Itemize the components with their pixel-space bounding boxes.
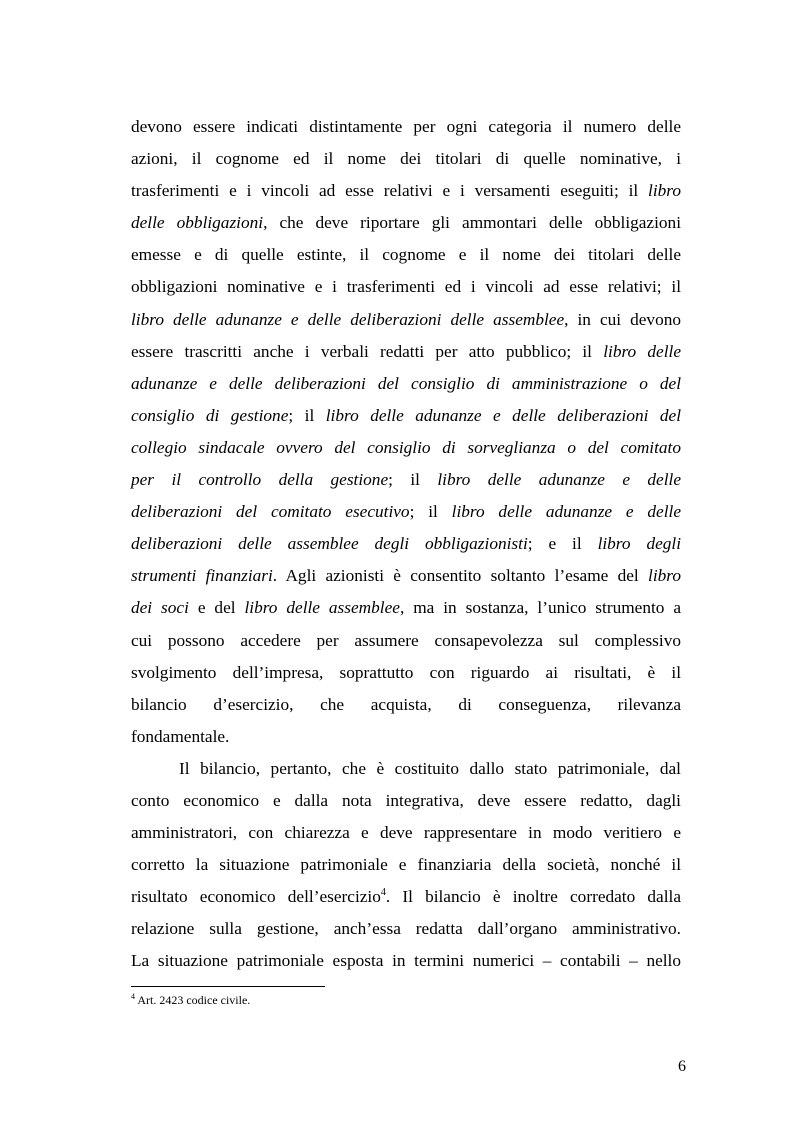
text-run: ; e il — [527, 534, 598, 554]
italic-text: strumenti finanziari — [131, 566, 273, 586]
footnote-marker: 4 — [131, 992, 135, 1001]
italic-text: deliberazioni del comitato esecutivo — [131, 502, 410, 522]
text-line — [131, 143, 681, 175]
text-line — [131, 753, 681, 785]
text-line — [131, 304, 681, 336]
page-number: 6 — [678, 1058, 686, 1075]
text-run: e del — [188, 598, 245, 618]
text-line — [131, 849, 681, 881]
text-line — [131, 625, 681, 657]
text-line — [131, 592, 681, 624]
italic-text: libro delle adunanze e delle — [437, 470, 682, 490]
text-line — [131, 111, 681, 143]
footnote-text: Art. 2423 codice civile. — [135, 993, 251, 1007]
text-run: Il bilancio, pertanto, che è costituito dallo stato patrimoniale, dal — [179, 758, 681, 778]
body-text — [131, 111, 681, 978]
text-run: . Agli azionisti è consentito soltanto l’esame del — [272, 566, 649, 586]
text-line — [131, 528, 681, 560]
text-run: trasferimenti e i vincoli ad esse relativi e i versamenti eseguiti; il — [131, 181, 649, 201]
text-run: conto economico e dalla nota integrativa, deve essere redatto, dagli — [131, 790, 681, 810]
text-line — [131, 817, 681, 849]
text-run: risultato economico dell’esercizio — [131, 887, 381, 907]
text-run: , che deve riportare gli ammontari delle obbligazioni — [263, 213, 681, 233]
text-line — [131, 560, 681, 592]
text-run: essere trascritti anche i verbali redatti per atto pubblico; il — [131, 341, 604, 361]
text-line — [131, 881, 681, 913]
italic-text: libro — [648, 181, 681, 201]
footnote-separator — [131, 986, 325, 987]
text-run: cui possono accedere per assumere consapevolezza sul complessivo — [131, 630, 681, 650]
text-line — [131, 464, 681, 496]
text-run: . Il bilancio è inoltre corredato dalla — [385, 887, 681, 907]
italic-text: libro delle — [603, 341, 682, 361]
italic-text: collegio sindacale ovvero del consiglio di sorveglianza o del comitato — [131, 437, 681, 457]
italic-text: per il controllo della gestione — [131, 470, 389, 490]
text-line — [131, 207, 681, 239]
text-line — [131, 913, 681, 945]
text-run: ; il — [409, 502, 452, 522]
italic-text: adunanze e delle deliberazioni del consiglio di amministrazione o del — [131, 373, 681, 393]
footnote-reference: 4 — [380, 887, 386, 899]
text-run: , in cui devono — [564, 309, 681, 329]
italic-text: libro delle adunanze e delle deliberazioni del — [325, 405, 682, 425]
text-run: fondamentale. — [131, 726, 230, 746]
text-line — [131, 432, 681, 464]
text-run: azioni, il cognome ed il nome dei titolari di quelle nominative, i — [131, 149, 681, 169]
italic-text: dei soci — [131, 598, 189, 618]
text-run: bilancio d’esercizio, che acquista, di conseguenza, rilevanza — [131, 694, 681, 714]
text-line — [131, 945, 681, 977]
text-run: , ma in sostanza, l’unico strumento a — [399, 598, 682, 618]
footnote — [131, 992, 250, 1008]
text-line — [131, 657, 681, 689]
italic-text: libro delle adunanze e delle — [451, 502, 682, 522]
italic-text: libro delle assemblee — [244, 598, 400, 618]
italic-text: deliberazioni delle assemblee degli obbligazionisti — [131, 534, 528, 554]
text-line — [131, 689, 681, 721]
text-run: ; il — [288, 405, 326, 425]
text-run: ; il — [388, 470, 438, 490]
text-line — [131, 271, 681, 303]
italic-text: libro — [648, 566, 681, 586]
text-line — [131, 721, 681, 753]
text-run: svolgimento dell’impresa, soprattutto con riguardo ai risultati, è il — [131, 662, 681, 682]
text-line — [131, 368, 681, 400]
text-line — [131, 175, 681, 207]
text-run: relazione sulla gestione, anch’essa redatta dall’organo amministrativo. — [131, 919, 681, 939]
italic-text: delle obbligazioni — [131, 213, 264, 233]
text-line — [131, 400, 681, 432]
text-run: corretto la situazione patrimoniale e finanziaria della società, nonché il — [131, 855, 681, 875]
text-run: La situazione patrimoniale esposta in termini numerici – contabili – nello — [131, 951, 681, 971]
text-line — [131, 239, 681, 271]
text-line — [131, 336, 681, 368]
italic-text: libro delle adunanze e delle deliberazioni delle assemblee — [131, 309, 565, 329]
italic-text: libro degli — [597, 534, 681, 554]
text-run: emesse e di quelle estinte, il cognome e il nome dei titolari delle — [131, 245, 681, 265]
text-line — [131, 785, 681, 817]
text-run: amministratori, con chiarezza e deve rappresentare in modo veritiero e — [131, 823, 681, 843]
text-line — [131, 496, 681, 528]
text-run: obbligazioni nominative e i trasferimenti ed i vincoli ad esse relativi; il — [131, 277, 681, 297]
italic-text: consiglio di gestione — [131, 405, 289, 425]
text-run: devono essere indicati distintamente per ogni categoria il numero delle — [131, 117, 681, 136]
